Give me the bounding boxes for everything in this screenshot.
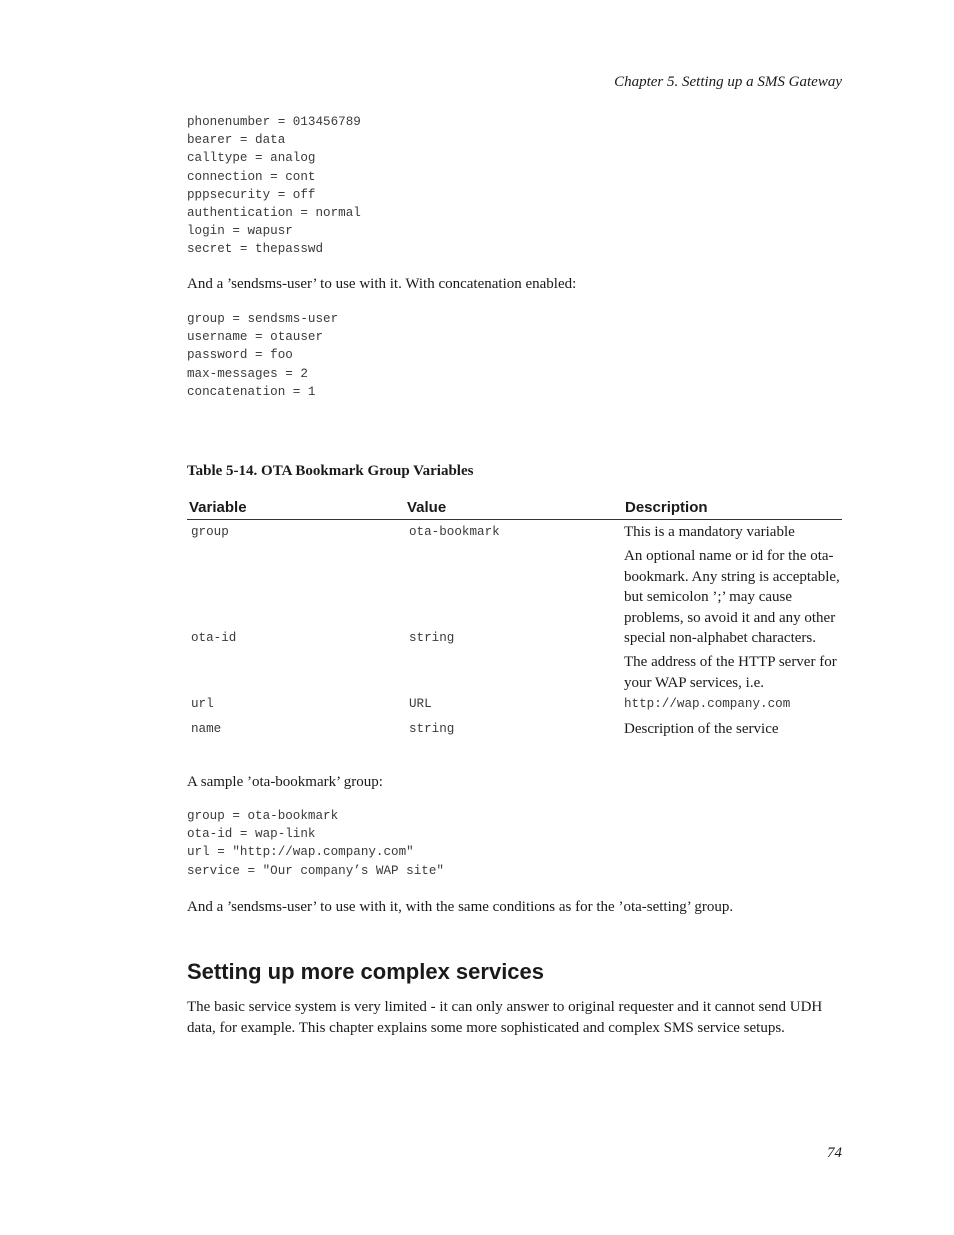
ota-bookmark-variables-table	[187, 496, 842, 741]
cell-variable: group	[191, 525, 229, 539]
table-row	[187, 650, 842, 716]
code-line: max-messages = 2	[187, 366, 308, 381]
code-line: pppsecurity = off	[187, 187, 316, 202]
code-block-ota-setting	[187, 113, 361, 259]
code-line: ota-id = wap-link	[187, 827, 316, 842]
cell-value: string	[409, 631, 455, 646]
code-line: concatenation = 1	[187, 384, 316, 399]
code-line: login = wapusr	[187, 224, 293, 239]
cell-description: An optional name or id for the ota-bookmark. Any string is acceptable, but semicolon ’;’ may cause problems, so avoid it and any other special non-alphabet characters.	[624, 548, 840, 647]
code-line: username = otauser	[187, 330, 324, 345]
paragraph-sample-intro: A sample ’ota-bookmark’ group:	[187, 774, 383, 790]
url-example: http://wap.company.com	[624, 697, 791, 712]
running-header: Chapter 5. Setting up a SMS Gateway	[614, 74, 842, 90]
table-caption: Table 5-14. OTA Bookmark Group Variables	[187, 463, 474, 479]
code-line: authentication = normal	[187, 206, 361, 221]
code-line: group = ota-bookmark	[187, 809, 339, 823]
code-line: group = sendsms-user	[187, 312, 339, 326]
code-block-ota-bookmark	[187, 807, 444, 880]
cell-value: URL	[409, 697, 432, 712]
code-line: service = "Our company’s WAP site"	[187, 863, 444, 878]
cell-value: ota-bookmark	[409, 525, 500, 539]
cell-variable: url	[191, 697, 214, 712]
code-line: bearer = data	[187, 133, 286, 148]
description-text: The address of the HTTP server for your WAP services, i.e.	[624, 654, 837, 691]
code-line: password = foo	[187, 348, 293, 363]
column-header-variable: Variable	[187, 496, 405, 520]
document-page	[187, 0, 842, 1235]
cell-description: Description of the service	[624, 720, 779, 737]
code-line: connection = cont	[187, 169, 316, 184]
table-header-row	[187, 496, 842, 520]
paragraph-sendsms-intro: And a ’sendsms-user’ to use with it. With concatenation enabled:	[187, 276, 577, 292]
table-row	[187, 717, 842, 741]
cell-description	[623, 650, 842, 716]
cell-variable: ota-id	[191, 631, 237, 646]
cell-variable: name	[191, 721, 222, 736]
code-block-sendsms-user	[187, 310, 338, 401]
code-line: calltype = analog	[187, 151, 316, 166]
cell-value: string	[409, 721, 455, 736]
column-header-value: Value	[405, 496, 623, 520]
section-heading: Setting up more complex services	[187, 959, 545, 984]
column-header-description: Description	[623, 496, 842, 520]
page-number: 74	[827, 1145, 842, 1161]
paragraph-sendsms-conditions: And a ’sendsms-user’ to use with it, with the same conditions as for the ’ota-setting’ group.	[187, 899, 734, 915]
code-line: secret = thepasswd	[187, 242, 324, 257]
table-row	[187, 520, 842, 545]
code-line: phonenumber = 013456789	[187, 115, 361, 129]
table-row	[187, 544, 842, 650]
code-line: url = "http://wap.company.com"	[187, 845, 414, 860]
cell-description: This is a mandatory variable	[624, 524, 795, 540]
section-body: The basic service system is very limited - it can only answer to original requester and it cannot send UDH data, for example. This chapter explains some more sophisticated and complex SMS service setups.	[187, 999, 823, 1036]
